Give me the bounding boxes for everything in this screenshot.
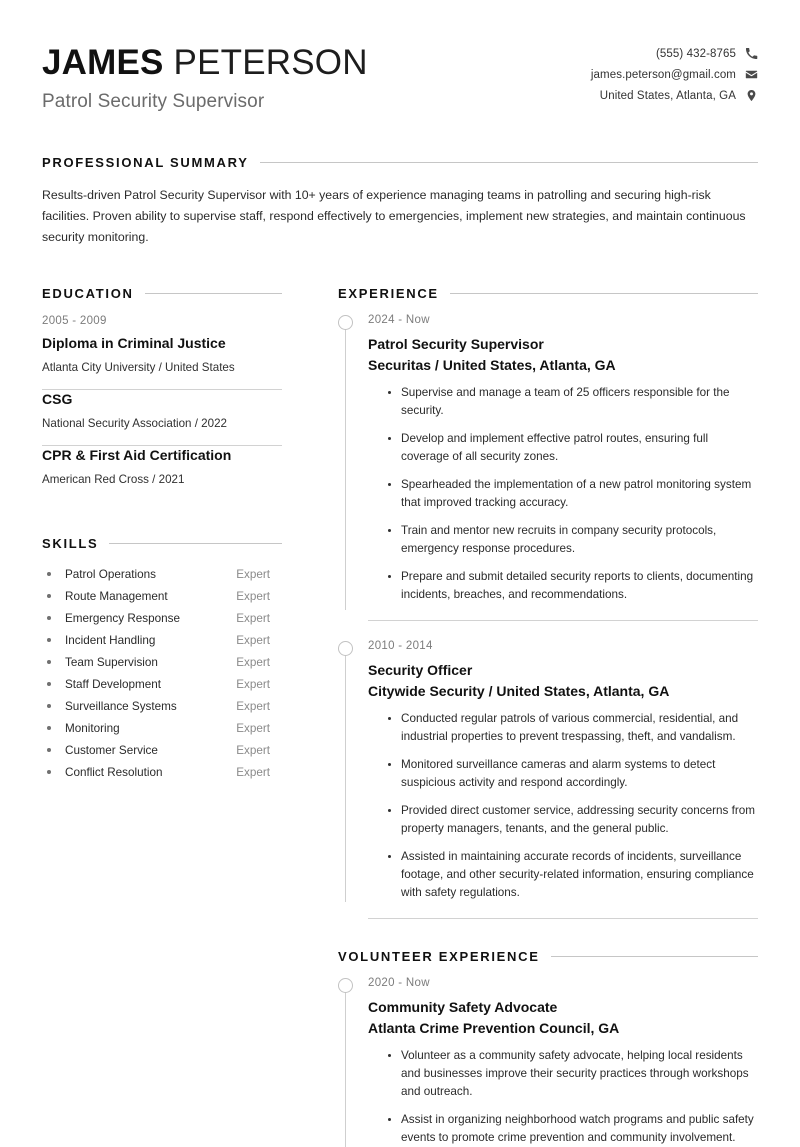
experience-item — [338, 311, 758, 604]
timeline-dot-icon — [338, 978, 353, 993]
skill-item — [42, 585, 282, 607]
skill-name: Team Supervision — [65, 655, 158, 669]
skill-level: Expert — [236, 611, 270, 625]
volunteer-role: Community Safety Advocate — [368, 999, 558, 1015]
experience-bullet: Train and mentor new recruits in company security protocols, emergency response procedures. — [388, 522, 758, 558]
skills-section — [42, 536, 282, 783]
email-icon — [745, 68, 758, 81]
skill-level: Expert — [236, 567, 270, 581]
experience-role: Security Officer — [368, 662, 473, 678]
experience-section-header — [338, 286, 758, 301]
skill-name: Surveillance Systems — [65, 699, 177, 713]
bullet-icon — [47, 770, 51, 774]
skill-name: Route Management — [65, 589, 168, 603]
skill-level: Expert — [236, 699, 270, 713]
experience-company: Citywide Security / United States, Atlanta, GA — [368, 683, 670, 699]
experience-item — [338, 637, 758, 902]
education-degree: Diploma in Criminal Justice — [42, 335, 226, 351]
experience-role: Patrol Security Supervisor — [368, 336, 544, 352]
section-rule — [551, 956, 758, 957]
skills-section-header — [42, 536, 282, 551]
skill-level: Expert — [236, 765, 270, 779]
bullet-icon — [47, 660, 51, 664]
name-last: PETERSON — [173, 43, 368, 82]
education-school: National Security Association / 2022 — [42, 417, 227, 430]
experience-bullet: Supervise and manage a team of 25 officers responsible for the security. — [388, 384, 758, 420]
timeline-line — [345, 992, 346, 1147]
summary-text: Results-driven Patrol Security Supervisor with 10+ years of experience managing teams in patrolling and securing high-risk facilities. Proven ability to supervise staff, respond effectively to emergencies, implement new strategies, and maintain continuous security monitoring. — [42, 188, 746, 244]
right-column — [338, 286, 758, 1147]
skill-level: Expert — [236, 743, 270, 757]
volunteer-item — [338, 974, 758, 1147]
experience-date: 2024 - Now — [368, 314, 430, 326]
bullet-icon — [47, 616, 51, 620]
skill-level: Expert — [236, 589, 270, 603]
resume-header — [42, 34, 758, 113]
skill-item — [42, 717, 282, 739]
contact-location-text: United States, Atlanta, GA — [599, 89, 736, 102]
experience-section — [338, 286, 758, 919]
experience-bullets — [368, 710, 758, 902]
education-item — [42, 315, 282, 389]
experience-bullet: Monitored surveillance cameras and alarm systems to detect suspicious activity and respond accordingly. — [388, 756, 758, 792]
experience-bullets — [368, 384, 758, 604]
contact-location[interactable] — [600, 89, 758, 102]
skill-item — [42, 761, 282, 783]
education-school: Atlanta City University / United States — [42, 361, 235, 374]
contact-email-text: james.peterson@gmail.com — [590, 68, 736, 81]
summary-heading: PROFESSIONAL SUMMARY — [42, 155, 249, 170]
experience-date: 2010 - 2014 — [368, 640, 433, 652]
resume-columns — [42, 286, 758, 1147]
volunteer-bullet: Assist in organizing neighborhood watch programs and public safety events to promote crime prevention and community involvement. — [388, 1111, 758, 1147]
contact-phone-text: (555) 432-8765 — [655, 47, 736, 60]
experience-divider — [368, 620, 758, 621]
volunteer-entry — [338, 974, 758, 1147]
professional-summary-section — [42, 155, 758, 248]
education-item — [42, 446, 282, 501]
experience-entry — [338, 311, 758, 621]
experience-company: Securitas / United States, Atlanta, GA — [368, 357, 616, 373]
contact-block — [591, 40, 758, 102]
section-rule — [450, 293, 758, 294]
experience-bullet: Conducted regular patrols of various commercial, residential, and industrial properties to prevent trespassing, theft, and vandalism. — [388, 710, 758, 746]
volunteer-bullet: Volunteer as a community safety advocate, helping local residents and businesses improve their security practices through workshops and outreach. — [388, 1047, 758, 1101]
skill-item — [42, 651, 282, 673]
skill-name: Customer Service — [65, 743, 158, 757]
education-section — [42, 286, 282, 503]
bullet-icon — [47, 682, 51, 686]
education-heading: EDUCATION — [42, 286, 134, 301]
skill-item — [42, 695, 282, 717]
education-date: 2005 - 2009 — [42, 315, 107, 327]
bullet-icon — [47, 638, 51, 642]
contact-email[interactable] — [591, 68, 758, 81]
timeline-line — [345, 329, 346, 610]
skill-name: Incident Handling — [65, 633, 156, 647]
section-rule — [145, 293, 282, 294]
section-rule — [109, 543, 282, 544]
candidate-name — [42, 42, 368, 84]
summary-section-header — [42, 155, 758, 170]
experience-bullet: Assisted in maintaining accurate records of incidents, surveillance footage, and other security-related information, ensuring compliance with safety regulations. — [388, 848, 758, 902]
skill-name: Emergency Response — [65, 611, 180, 625]
bullet-icon — [47, 726, 51, 730]
skill-level: Expert — [236, 633, 270, 647]
timeline-dot-icon — [338, 641, 353, 656]
volunteer-bullets — [368, 1047, 758, 1147]
volunteer-heading: VOLUNTEER EXPERIENCE — [338, 949, 540, 964]
location-pin-icon — [745, 89, 758, 102]
bullet-icon — [47, 704, 51, 708]
timeline-dot-icon — [338, 315, 353, 330]
education-degree: CSG — [42, 391, 73, 407]
skill-item — [42, 607, 282, 629]
skill-item — [42, 673, 282, 695]
skill-level: Expert — [236, 655, 270, 669]
candidate-job-title: Patrol Security Supervisor — [42, 91, 265, 112]
experience-bullet: Develop and implement effective patrol routes, ensuring full coverage of all security zones. — [388, 430, 758, 466]
volunteer-date: 2020 - Now — [368, 977, 430, 989]
experience-bullet: Prepare and submit detailed security reports to clients, documenting incidents, breaches, and recommendations. — [388, 568, 758, 604]
education-section-header — [42, 286, 282, 301]
experience-heading: EXPERIENCE — [338, 286, 439, 301]
name-first: JAMES — [42, 43, 164, 82]
timeline-line — [345, 655, 346, 902]
experience-divider — [368, 918, 758, 919]
skill-item — [42, 629, 282, 651]
experience-entry — [338, 637, 758, 919]
education-degree: CPR & First Aid Certification — [42, 447, 232, 463]
bullet-icon — [47, 594, 51, 598]
experience-bullet: Provided direct customer service, addressing security concerns from property managers, tenants, and the general public. — [388, 802, 758, 838]
education-school: American Red Cross / 2021 — [42, 473, 185, 486]
education-item — [42, 390, 282, 445]
volunteer-organization: Atlanta Crime Prevention Council, GA — [368, 1020, 620, 1036]
skill-item — [42, 739, 282, 761]
identity-block — [42, 40, 368, 113]
bullet-icon — [47, 748, 51, 752]
experience-bullet: Spearheaded the implementation of a new patrol monitoring system that improved tracking accuracy. — [388, 476, 758, 512]
skill-name: Monitoring — [65, 721, 120, 735]
volunteer-section-header — [338, 949, 758, 964]
skill-level: Expert — [236, 677, 270, 691]
skill-item — [42, 563, 282, 585]
section-rule — [260, 162, 758, 163]
left-column — [42, 286, 282, 783]
phone-icon — [745, 47, 758, 60]
contact-phone[interactable] — [656, 47, 758, 60]
skill-name: Patrol Operations — [65, 567, 156, 581]
skill-name: Staff Development — [65, 677, 161, 691]
volunteer-section — [338, 949, 758, 1147]
skill-name: Conflict Resolution — [65, 765, 163, 779]
skill-level: Expert — [236, 721, 270, 735]
bullet-icon — [47, 572, 51, 576]
skills-heading: SKILLS — [42, 536, 99, 551]
